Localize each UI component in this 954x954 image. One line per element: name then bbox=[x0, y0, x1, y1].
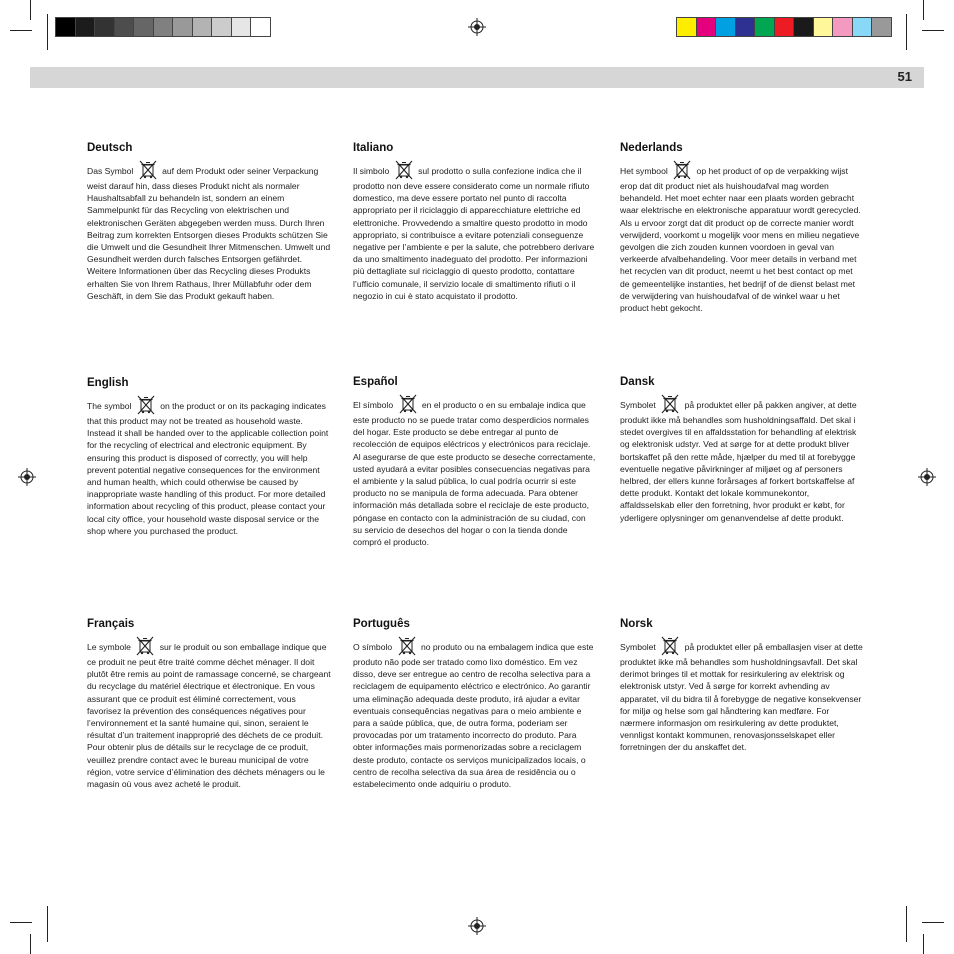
crossed-out-wheelie-bin-icon bbox=[138, 160, 158, 180]
section-deutsch bbox=[87, 142, 331, 302]
color-swatch bbox=[735, 17, 756, 37]
section-heading: Português bbox=[353, 618, 410, 630]
color-swatch bbox=[774, 17, 795, 37]
section-heading: Español bbox=[353, 376, 398, 388]
crossed-out-wheelie-bin-icon bbox=[135, 636, 155, 656]
section-heading: Norsk bbox=[620, 618, 653, 630]
section-norsk bbox=[620, 618, 864, 754]
page-number: 51 bbox=[897, 69, 912, 84]
crop-mark bbox=[906, 906, 907, 942]
section-text: Das Symbol auf dem Produkt oder seiner Verpackung weist darauf hin, dass dieses Produkt nicht als normaler Haushaltsabfall zu behandeln ist, sondern an einem Sammelpunkt für das Recycling von elektrischen und elektronischen Geräten abgegeben werden muss. Durch Ihren Beitrag zum korrekten Entsorgen dieses Produkts schützen Sie die Umwelt und die Gesundheit Ihrer Mitmenschen. Umwelt und Gesundheit werden durch falsches Entsorgen gefährdet. Weitere Informationen über das Recycling dieses Produkts erhalten Sie von Ihrem Rathaus, Ihrer Müllabfuhr oder dem Geschäft, in dem Sie das Produkt gekauft haben. bbox=[87, 160, 331, 302]
color-swatch bbox=[696, 17, 717, 37]
section-text: Symbolet på produktet eller på emballasjen viser at dette produktet ikke må behandles som husholdningsavfall. Det skal derimot bringes til et mottak for resirkulering av elektrisk og elektronisk utstyr. Ved å sørge for korrekt avhending av apparatet, vil du bidra til å forebygge de negative konsekvenser for miljø og helse som gal håndtering kan medføre. For nærmere informasjon om resirkulering av dette produktet, vennligst kontakt kommunen, renovasjonsselskapet eller forretningen der du anskaffet det. bbox=[620, 636, 864, 754]
crop-mark bbox=[922, 30, 944, 31]
section-text: O símbolo no produto ou na embalagem indica que este produto não pode ser tratado como lixo doméstico. Em vez disso, deve ser entregue ao centro de recolha selectiva para a reciclagem de equipamento eléctrico e electrónico. Ao garantir uma eliminação adequada deste produto, irá ajudar a evitar eventuais consequências negativas para o meio ambiente e para a saúde pública, que, de outra forma, poderiam ser provocadas por um tratamento incorrecto do produto. Para obter informações mais pormenorizadas sobre a reciclagem deste produto, contacte os serviços municipalizados locais, o centro de recolha selectiva da sua área de residência ou o estabelecimento onde adquiriu o produto. bbox=[353, 636, 597, 790]
section-text: Het symbool op het product of op de verpakking wijst erop dat dit product niet als huishoudafval mag worden behandeld. Het moet echter naar een plaats worden gebracht waar elektrische en elektronische apparatuur wordt gerecycled. Als u ervoor zorgt dat dit product op de correcte manier wordt verwijderd, voorkomt u mogelijk voor mens en milieu negatieve gevolgen die zich zouden kunnen voordoen in geval van verkeerde afvalbehandeling. Voor meer details in verband met het recyclen van dit product, neemt u het best contact op met de gemeentelijke instanties, het bedrijf of de dienst belast met de verwijdering van huishoudafval of de winkel waar u het product hebt gekocht. bbox=[620, 160, 864, 314]
color-swatch bbox=[715, 17, 736, 37]
color-swatch bbox=[250, 17, 271, 37]
process-color-bar bbox=[677, 17, 892, 37]
color-swatch bbox=[94, 17, 115, 37]
crop-mark bbox=[30, 934, 31, 954]
color-swatch bbox=[832, 17, 853, 37]
section-dansk bbox=[620, 376, 864, 524]
section-heading: Deutsch bbox=[87, 142, 133, 154]
crossed-out-wheelie-bin-icon bbox=[136, 395, 156, 415]
section-text: The symbol on the product or on its packaging indicates that this product may not be treated as household waste. Instead it shall be handed over to the applicable collection point for the recycling of electrical and electronic equipment. By ensuring this product is disposed of correctly, you will help prevent potential negative consequences for the environment and human health, which could otherwise be caused by inappropriate waste handling of this product. For more detailed information about recycling of this product, please contact your local city office, your household waste disposal service or the shop where you purchased the product. bbox=[87, 395, 331, 537]
color-swatch bbox=[192, 17, 213, 37]
section-nederlands bbox=[620, 142, 864, 314]
color-swatch bbox=[231, 17, 252, 37]
crossed-out-wheelie-bin-icon bbox=[397, 636, 417, 656]
color-swatch bbox=[211, 17, 232, 37]
page-header-band bbox=[30, 67, 924, 88]
crop-mark bbox=[923, 934, 924, 954]
crossed-out-wheelie-bin-icon bbox=[398, 394, 418, 414]
color-swatch bbox=[676, 17, 697, 37]
crop-mark bbox=[47, 906, 48, 942]
color-swatch bbox=[793, 17, 814, 37]
crossed-out-wheelie-bin-icon bbox=[660, 636, 680, 656]
section-heading: Italiano bbox=[353, 142, 394, 154]
section-francais bbox=[87, 618, 331, 790]
crossed-out-wheelie-bin-icon bbox=[672, 160, 692, 180]
crossed-out-wheelie-bin-icon bbox=[660, 394, 680, 414]
section-english bbox=[87, 377, 331, 537]
section-heading: Dansk bbox=[620, 376, 655, 388]
section-portugues bbox=[353, 618, 597, 790]
section-espanol bbox=[353, 376, 597, 548]
color-swatch bbox=[55, 17, 76, 37]
crop-mark bbox=[47, 14, 48, 50]
section-italiano bbox=[353, 142, 597, 302]
color-swatch bbox=[172, 17, 193, 37]
color-swatch bbox=[754, 17, 775, 37]
crop-mark bbox=[906, 14, 907, 50]
crop-mark bbox=[10, 30, 32, 31]
registration-mark-icon bbox=[918, 468, 936, 486]
section-text: Le symbole sur le produit ou son emballage indique que ce produit ne peut être traité comme déchet ménager. Il doit plutôt être remis au point de ramassage concerné, se chargeant du recyclage du matériel électrique et électronique. En vous assurant que ce produit est éliminé correctement, vous favorisez la prévention des conséquences négatives pour l’environnement et la santé humaine qui, sinon, seraient le résultat d’un traitement inapproprié des déchets de ce produit. Pour obtenir plus de détails sur le recyclage de ce produit, veuillez prendre contact avec le bureau municipal de votre région, votre service d’élimination des déchets ménagers ou le magasin où vous avez acheté le produit. bbox=[87, 636, 331, 790]
crop-mark bbox=[10, 922, 32, 923]
crop-mark bbox=[30, 0, 31, 20]
registration-mark-icon bbox=[468, 917, 486, 935]
registration-mark-icon bbox=[468, 18, 486, 36]
color-swatch bbox=[813, 17, 834, 37]
grayscale-color-bar bbox=[56, 17, 271, 37]
color-swatch bbox=[852, 17, 873, 37]
crossed-out-wheelie-bin-icon bbox=[394, 160, 414, 180]
section-heading: English bbox=[87, 377, 129, 389]
color-swatch bbox=[114, 17, 135, 37]
crop-mark bbox=[922, 922, 944, 923]
registration-mark-icon bbox=[18, 468, 36, 486]
section-heading: Français bbox=[87, 618, 135, 630]
section-heading: Nederlands bbox=[620, 142, 683, 154]
section-text: El símbolo en el producto o en su embalaje indica que este producto no se puede tratar como desperdicios normales del hogar. Este producto se debe entregar al punto de recolección de equipos eléctricos y electrónicos para reciclaje. Al asegurarse de que este producto se deseche correctamente, usted ayudará a evitar posibles consecuencias negativas para el ambiente y la salud pública, lo cual podría ocurrir si este producto no se manipula de forma adecuada. Para obtener información más detallada sobre el reciclaje de este producto, póngase en contacto con la administración de su ciudad, con su servicio de desechos del hogar o con la tienda donde compró el producto. bbox=[353, 394, 597, 548]
section-text: Il simbolo sul prodotto o sulla confezione indica che il prodotto non deve essere considerato come un normale rifiuto domestico, ma deve essere portato nel punto di raccolta appropriato per il riciclaggio di apparecchiature elettriche ed elettroniche. Provvedendo a smaltire questo prodotto in modo appropriato, si contribuisce a evitare potenziali conseguenze negative per l’ambiente e per la salute, che potrebbero derivare da uno smaltimento inadeguato del prodotto. Per informazioni più dettagliate sul riciclaggio di questo prodotto, contattare l’ufficio comunale, il servizio locale di smaltimento rifiuti o il negozio in cui è stato acquistato il prodotto. bbox=[353, 160, 597, 302]
crop-mark bbox=[923, 0, 924, 20]
color-swatch bbox=[871, 17, 892, 37]
color-swatch bbox=[133, 17, 154, 37]
section-text: Symbolet på produktet eller på pakken angiver, at dette produkt ikke må behandles som husholdningsaffald. Det skal i stedet overgives til en affaldsstation for behandling af elektrisk og elektronisk udstyr. Ved at sørge for at dette produkt bliver bortskaffet på den rette måde, hjælper du med til at forebygge eventuelle negative påvirkninger af miljøet og af personers helbred, der ellers kunne forårsages af forkert bortskaffelse af dette produkt. Kontakt det lokale kommunekontor, affaldsselskab eller den forretning, hvor produkt er købt, for yderligere oplysninger om genanvendelse af dette produkt. bbox=[620, 394, 864, 524]
color-swatch bbox=[75, 17, 96, 37]
color-swatch bbox=[153, 17, 174, 37]
